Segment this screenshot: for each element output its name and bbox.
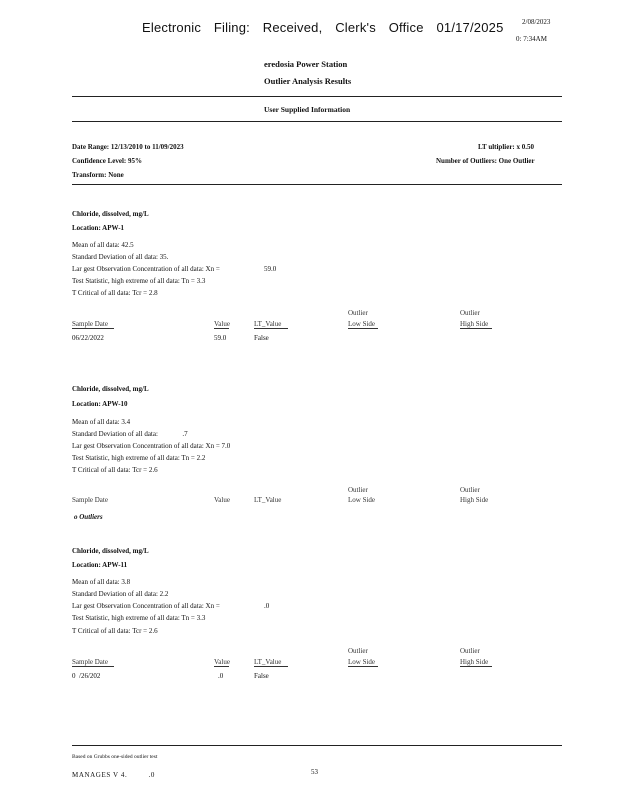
col-sample-date: Sample Date: [72, 658, 114, 667]
parameter-name: Chloride, dissolved, mg/L: [72, 385, 149, 393]
col-outlier-low-1: Outlier: [348, 309, 368, 317]
row-sample-date: 0 /26/202: [72, 672, 101, 680]
t-critical: T Critical of all data: Tcr = 2.6: [72, 627, 158, 635]
col-outlier-low-1: Outlier: [348, 486, 368, 494]
std-dev: Standard Deviation of all data: .7: [72, 430, 188, 438]
col-lt-value: LT_Value: [254, 658, 288, 667]
info-rule: [72, 184, 562, 185]
col-outlier-low-2: Low Side: [348, 320, 378, 329]
col-lt-value: LT_Value: [254, 320, 288, 329]
section-rule: [72, 121, 562, 122]
footer-note: Based on Grubbs one-sided outlier test: [72, 754, 158, 760]
row-lt-value: False: [254, 334, 269, 342]
col-outlier-high-2: High Side: [460, 658, 492, 667]
row-value: .0: [218, 672, 224, 680]
report-title: Outlier Analysis Results: [264, 76, 352, 86]
mean: Mean of all data: 3.8: [72, 578, 131, 586]
parameter-name: Chloride, dissolved, mg/L: [72, 210, 149, 218]
col-sample-date: Sample Date: [72, 496, 108, 504]
col-outlier-high-1: Outlier: [460, 309, 480, 317]
largest-observation: Lar gest Observation Concentration of all data: Xn =: [72, 602, 220, 610]
col-outlier-high-1: Outlier: [460, 486, 480, 494]
location: Location: APW-1: [72, 224, 125, 232]
col-outlier-low-1: Outlier: [348, 647, 368, 655]
col-outlier-low-2: Low Side: [348, 658, 378, 667]
test-statistic: Test Statistic, high extreme of all data: Tn = 2.2: [72, 454, 206, 462]
largest-observation-value: .0: [264, 602, 270, 610]
filing-stamp: Electronic Filing: Received, Clerk's Office 01/17/2025: [142, 20, 504, 35]
row-lt-value: False: [254, 672, 269, 680]
location: Location: APW-10: [72, 400, 128, 408]
mean: Mean of all data: 42.5: [72, 241, 134, 249]
footer-rule: [72, 745, 562, 746]
date-range: Date Range: 12/13/2010 to 11/09/2023: [72, 143, 184, 151]
location: Location: APW-11: [72, 561, 128, 569]
largest-observation: Lar gest Observation Concentration of all data: Xn = 7.0: [72, 442, 231, 450]
largest-observation: Lar gest Observation Concentration of all data: Xn =: [72, 265, 220, 273]
std-dev: Standard Deviation of all data: 35.: [72, 253, 169, 261]
col-lt-value: LT_Value: [254, 496, 282, 504]
t-critical: T Critical of all data: Tcr = 2.6: [72, 466, 158, 474]
t-critical: T Critical of all data: Tcr = 2.8: [72, 289, 158, 297]
col-outlier-high-2: High Side: [460, 496, 489, 504]
col-outlier-high-1: Outlier: [460, 647, 480, 655]
test-statistic: Test Statistic, high extreme of all data: Tn = 3.3: [72, 277, 206, 285]
section-title: User Supplied Information: [264, 105, 351, 114]
parameter-name: Chloride, dissolved, mg/L: [72, 547, 149, 555]
stamp-time: 0: 7:34AM: [516, 35, 547, 43]
col-value: Value: [214, 658, 230, 666]
mean: Mean of all data: 3.4: [72, 418, 131, 426]
facility-name: eredosia Power Station: [264, 59, 348, 69]
col-value: Value: [214, 320, 230, 328]
lt-multiplier: LT ultiplier: x 0.50: [478, 143, 535, 151]
col-sample-date: Sample Date: [72, 320, 114, 329]
largest-observation-value: 59.0: [264, 265, 277, 273]
software-version: MANAGES V 4. .0: [72, 771, 155, 779]
no-outliers-note: o Outliers: [74, 513, 103, 521]
confidence-level: Confidence Level: 95%: [72, 157, 142, 165]
stamp-date: 2/08/2023: [522, 18, 551, 26]
col-value: Value: [214, 496, 230, 504]
std-dev: Standard Deviation of all data: 2.2: [72, 590, 169, 598]
number-of-outliers: Number of Outliers: One Outlier: [436, 157, 535, 165]
row-sample-date: 06/22/2022: [72, 334, 104, 342]
header-rule: [72, 96, 562, 97]
transform: Transform: None: [72, 171, 124, 179]
col-outlier-low-2: Low Side: [348, 496, 376, 504]
row-value: 59.0: [214, 334, 227, 342]
test-statistic: Test Statistic, high extreme of all data: Tn = 3.3: [72, 614, 206, 622]
col-outlier-high-2: High Side: [460, 320, 492, 329]
page-number: 53: [311, 768, 318, 776]
